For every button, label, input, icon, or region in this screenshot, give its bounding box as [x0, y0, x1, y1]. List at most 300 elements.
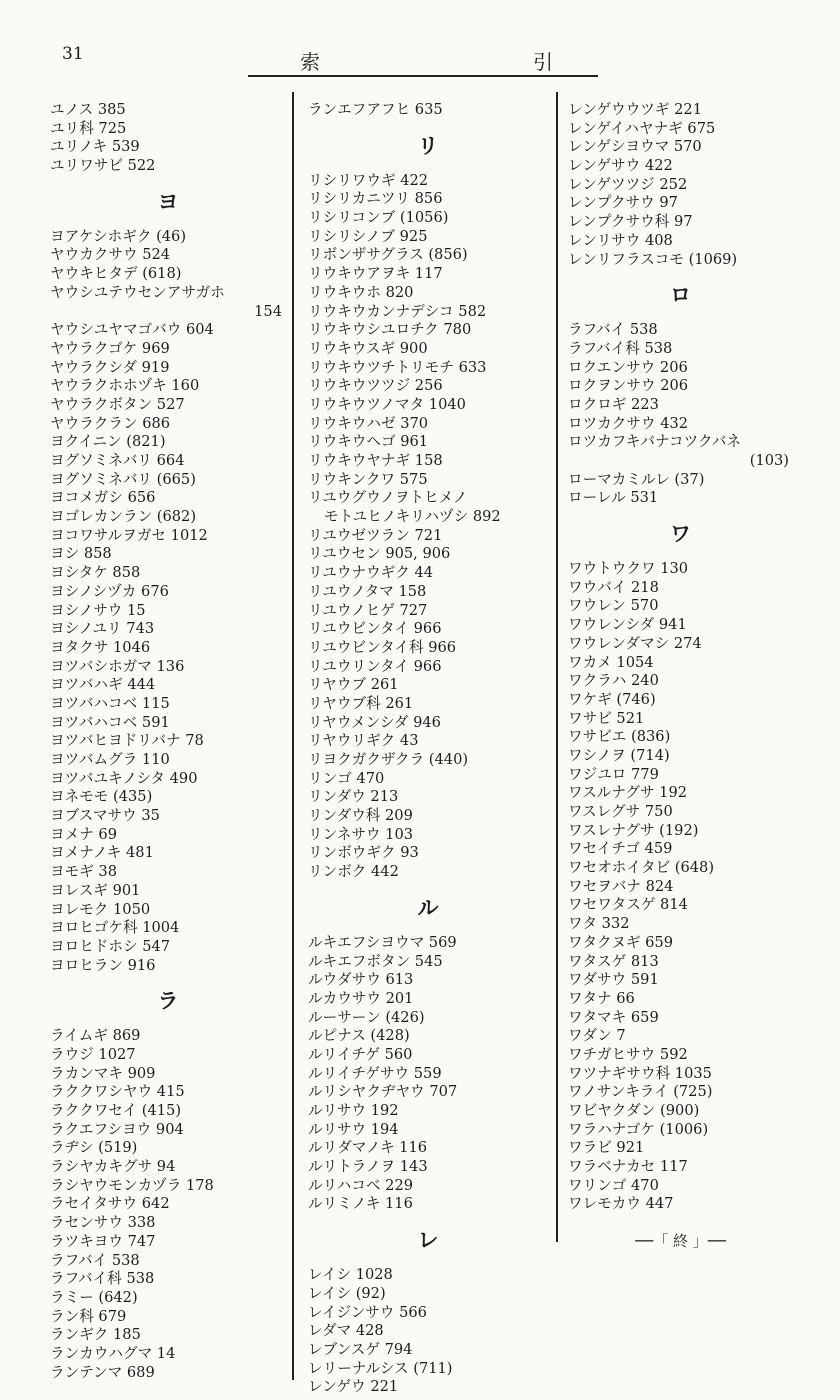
entry-text: ワウトウクワ 130 — [568, 560, 689, 578]
entry-text: ワダン 7 — [568, 1027, 626, 1045]
entry-text: ルリシヤクヂヤウ 707 — [308, 1083, 458, 1101]
entry-text: ランエフアフヒ 635 — [308, 101, 443, 118]
entry-text: ルキエフボタン 545 — [308, 952, 443, 970]
entry-text: ヨゴレカンラン (682) — [50, 508, 197, 526]
entry-text: リンダウ 213 — [308, 788, 399, 806]
index-entry — [568, 471, 793, 490]
index-entry — [568, 953, 793, 972]
entry-text: ヨツバヒヨドリバナ 78 — [50, 732, 204, 750]
index-entry — [568, 1065, 793, 1084]
index-entry — [50, 1326, 286, 1345]
index-entry — [568, 1177, 793, 1196]
index-entry — [568, 433, 793, 470]
entry-text: レンゲイハヤナギ 675 — [568, 119, 716, 137]
entry-text: リヤウブ 261 — [308, 676, 399, 694]
index-entry — [308, 639, 548, 658]
entry-text: ルリサウ 194 — [308, 1120, 399, 1138]
entry-text: ワチガヒサウ 592 — [568, 1045, 688, 1063]
entry-text: ルリイチゲサウ 559 — [308, 1064, 442, 1082]
entry-text: リウキウヘゴ 961 — [308, 433, 429, 451]
entry-text: ヨシ 858 — [50, 545, 112, 563]
index-entry — [568, 728, 793, 747]
entry-text: ヨコメガシ 656 — [50, 489, 156, 507]
entry-text: ワサビ 521 — [568, 709, 645, 727]
index-entry — [568, 915, 793, 934]
index-entry — [308, 359, 548, 378]
entry-text: リユウノタマ 158 — [308, 582, 427, 600]
index-entry — [568, 396, 793, 415]
index-entry — [308, 172, 548, 191]
entry-text: ルリイチゲ 560 — [308, 1045, 413, 1063]
index-entry — [50, 1158, 286, 1177]
entry-text: ヨグソミネバリ 664 — [50, 452, 185, 470]
entry-text: レンプクサウ科 97 — [568, 213, 693, 231]
entry-text: ヤウラクホホヅキ 160 — [50, 377, 200, 395]
index-entry — [568, 415, 793, 434]
entry-text: レブンスゲ 794 — [308, 1340, 413, 1358]
entry-text: ワスルナグサ 192 — [568, 784, 688, 802]
entry-text: ラシヤカキグサ 94 — [50, 1158, 176, 1176]
entry-text: ワタナ 66 — [568, 989, 635, 1007]
entry-text: ルーサーン (426) — [308, 1008, 425, 1026]
entry-text: レイジンサウ 566 — [308, 1303, 427, 1321]
index-entry — [50, 620, 286, 639]
index-entry — [308, 1158, 548, 1177]
index-entry — [50, 676, 286, 695]
index-entry — [568, 101, 793, 120]
index-entry — [308, 751, 548, 770]
entry-text: ヤウラクボタン 527 — [50, 395, 185, 413]
section-heading: ワ — [670, 522, 691, 547]
index-entry — [568, 1027, 793, 1046]
index-entry — [308, 770, 548, 789]
entry-text: ワスレナグサ (192) — [568, 821, 699, 839]
entry-text: ラカンマキ 909 — [50, 1064, 156, 1082]
index-entry — [568, 138, 793, 157]
entry-text: リシリシノブ 925 — [308, 227, 428, 245]
index-entry — [568, 878, 793, 897]
index-entry — [308, 1139, 548, 1158]
index-entry — [308, 1177, 548, 1196]
index-entry — [308, 1341, 548, 1360]
index-entry — [50, 120, 286, 139]
index-column-1 — [50, 101, 286, 1382]
entry-text: ヨメナ 69 — [50, 825, 117, 843]
index-entry — [568, 359, 793, 378]
entry-text: リウキウシユロチク 780 — [308, 321, 472, 339]
entry-text: ワウレンシダ 941 — [568, 616, 687, 634]
index-entry — [50, 1233, 286, 1252]
entry-text: ヨタクサ 1046 — [50, 638, 151, 656]
section-heading: ロ — [670, 283, 691, 308]
index-entry — [50, 732, 286, 751]
index-entry — [308, 934, 548, 953]
index-entry — [568, 1158, 793, 1177]
entry-text: レンゲツツジ 252 — [568, 175, 688, 193]
entry-text: ワウレン 570 — [568, 597, 659, 615]
entry-text: リヤウメンシダ 946 — [308, 713, 441, 731]
entry-text: ヤウキヒタデ (618) — [50, 265, 182, 283]
index-entry — [50, 639, 286, 658]
entry-text: ワクラハ 240 — [568, 672, 659, 690]
index-entry — [308, 489, 548, 526]
index-entry — [568, 194, 793, 213]
index-entry — [308, 1009, 548, 1028]
index-entry — [568, 1083, 793, 1102]
index-entry — [50, 1252, 286, 1271]
index-entry — [308, 971, 548, 990]
index-entry — [308, 583, 548, 602]
index-entry — [308, 377, 548, 396]
index-entry — [568, 859, 793, 878]
entry-text: ラツキヨウ 747 — [50, 1232, 156, 1250]
entry-text: ライムギ 869 — [50, 1027, 141, 1045]
entry-text: ロクヲンサウ 206 — [568, 377, 689, 395]
index-entry — [50, 415, 286, 434]
entry-text: リユウリンタイ 966 — [308, 657, 442, 675]
index-entry — [308, 246, 548, 265]
index-entry — [50, 1177, 286, 1196]
index-entry — [50, 1308, 286, 1327]
index-entry — [50, 377, 286, 396]
entry-text: ヨツバハギ 444 — [50, 676, 156, 694]
entry-text: レンゲウ 221 — [308, 1378, 399, 1396]
entry-text: ルキエフシヨウマ 569 — [308, 933, 457, 951]
index-entry — [568, 1139, 793, 1158]
index-entry — [568, 340, 793, 359]
entry-text: リウキウカンナデシコ 582 — [308, 302, 487, 320]
index-entry — [308, 1195, 548, 1214]
section-heading: レ — [417, 1228, 439, 1253]
index-entry — [308, 228, 548, 247]
entry-text: ワジユロ 779 — [568, 765, 659, 783]
index-entry — [50, 1289, 286, 1308]
entry-text: リウキウスギ 900 — [308, 339, 428, 357]
index-entry — [50, 770, 286, 789]
entry-text: ユノス 385 — [50, 101, 126, 118]
index-entry — [50, 695, 286, 714]
index-entry — [568, 822, 793, 841]
index-entry — [50, 1102, 286, 1121]
index-entry — [308, 265, 548, 284]
entry-text: ラセンサウ 338 — [50, 1214, 156, 1232]
entry-text: ワセワタスゲ 814 — [568, 896, 688, 914]
entry-text: ヨツバハコベ 115 — [50, 694, 170, 712]
entry-text: リウキウツツジ 256 — [308, 377, 443, 395]
entry-text: ラフバイ科 538 — [50, 1270, 155, 1288]
index-entry — [50, 396, 286, 415]
index-entry — [568, 710, 793, 729]
index-entry — [308, 1083, 548, 1102]
index-entry — [308, 1046, 548, 1065]
index-entry — [308, 1065, 548, 1084]
entry-text: ヤウカクサウ 524 — [50, 246, 171, 264]
entry-text: レンリフラスコモ (1069) — [568, 250, 738, 268]
entry-text: ワセヲバナ 824 — [568, 877, 674, 895]
entry-text: リユウグウノヲトヒメノ — [308, 489, 468, 507]
index-entry — [308, 452, 548, 471]
entry-text: ワセオホイタビ (648) — [568, 859, 715, 877]
entry-text: ヨツバハコベ 591 — [50, 713, 170, 731]
index-column-2 — [308, 101, 548, 1397]
entry-text: レンゲシヨウマ 570 — [568, 138, 702, 156]
entry-text: ワカメ 1054 — [568, 653, 654, 671]
entry-text: リユウナウギク 44 — [308, 564, 434, 582]
index-entry — [308, 1266, 548, 1285]
entry-text: ワノサンキライ (725) — [568, 1083, 713, 1101]
page-number: 31 — [62, 44, 84, 64]
index-entry — [308, 1322, 548, 1341]
index-entry — [50, 246, 286, 265]
entry-text: ワケギ (746) — [568, 690, 656, 708]
section-heading: リ — [417, 133, 439, 158]
index-entry — [308, 807, 548, 826]
index-entry — [308, 527, 548, 546]
index-entry — [50, 788, 286, 807]
entry-text: ヤウラクラン 686 — [50, 414, 171, 432]
index-entry — [568, 176, 793, 195]
entry-text: ヨレモク 1050 — [50, 900, 151, 918]
entry-text: ラン科 679 — [50, 1307, 127, 1325]
index-entry — [50, 901, 286, 920]
index-entry — [308, 602, 548, 621]
index-entry — [308, 471, 548, 490]
entry-text: ラセイタサウ 642 — [50, 1195, 170, 1213]
index-entry — [50, 1065, 286, 1084]
entry-text: ローマカミルレ (37) — [568, 470, 705, 488]
index-entry — [568, 616, 793, 635]
entry-text: リヨクガクザクラ (440) — [308, 751, 469, 769]
entry-text: ワタ 332 — [568, 915, 630, 933]
entry-text: レイシ 1028 — [308, 1266, 393, 1284]
index-entry — [568, 1195, 793, 1214]
section-heading: ル — [417, 895, 439, 920]
entry-text: ルピナス (428) — [308, 1027, 410, 1045]
column-divider-1 — [292, 92, 294, 1380]
index-entry — [308, 826, 548, 845]
index-entry — [308, 209, 548, 228]
index-entry — [568, 1046, 793, 1065]
index-entry — [568, 747, 793, 766]
index-entry — [50, 1027, 286, 1046]
entry-text: ルリトラノヲ 143 — [308, 1158, 428, 1176]
index-entry — [50, 658, 286, 677]
index-entry — [50, 826, 286, 845]
index-entry — [308, 990, 548, 1009]
index-entry — [568, 232, 793, 251]
index-entry — [568, 654, 793, 673]
index-entry — [568, 766, 793, 785]
index-entry — [568, 321, 793, 340]
index-entry — [568, 1121, 793, 1140]
entry-text: ヨシノシヅカ 676 — [50, 582, 169, 600]
index-entry — [308, 190, 548, 209]
entry-text: リウキウハゼ 370 — [308, 414, 429, 432]
index-entry — [308, 695, 548, 714]
index-entry — [50, 1214, 286, 1233]
index-entry — [568, 971, 793, 990]
section-heading: ラ — [157, 989, 179, 1014]
index-entry — [50, 471, 286, 490]
index-entry — [568, 1102, 793, 1121]
index-entry — [308, 658, 548, 677]
index-entry — [50, 1270, 286, 1289]
entry-text: ユリ科 725 — [50, 119, 127, 137]
entry-text: ユリワサビ 522 — [50, 157, 156, 175]
entry-text: ラウジ 1027 — [50, 1045, 136, 1063]
index-entry — [50, 489, 286, 508]
entry-text: ワダサウ 591 — [568, 971, 659, 989]
index-entry — [308, 303, 548, 322]
entry-text: リンゴ 470 — [308, 769, 385, 787]
entry-text: リウキウツノマタ 1040 — [308, 395, 466, 413]
index-entry — [568, 990, 793, 1009]
entry-text: リシリカニツリ 856 — [308, 190, 443, 208]
index-entry — [308, 101, 548, 120]
entry-text: ランテンマ 689 — [50, 1363, 155, 1381]
index-entry — [568, 803, 793, 822]
end-mark: ──「 終 」── — [635, 1232, 726, 1251]
entry-text: リユウノヒゲ 727 — [308, 601, 428, 619]
index-entry — [50, 844, 286, 863]
entry-text: レンゲサウ 422 — [568, 157, 673, 175]
entry-text: ルリミノキ 116 — [308, 1195, 413, 1213]
index-entry — [50, 714, 286, 733]
index-entry — [568, 489, 793, 508]
entry-text: ヨレスギ 901 — [50, 881, 141, 899]
index-entry — [50, 564, 286, 583]
entry-text: リンボク 442 — [308, 863, 399, 881]
entry-text: レリーナルシス (711) — [308, 1359, 453, 1377]
entry-text: ヨツバムグラ 110 — [50, 751, 170, 769]
index-entry — [50, 583, 286, 602]
index-entry — [568, 120, 793, 139]
index-entry — [568, 635, 793, 654]
index-entry — [568, 251, 793, 270]
index-entry — [308, 433, 548, 452]
entry-text: ラフバイ 538 — [50, 1251, 140, 1269]
entry-text: ローレル 531 — [568, 489, 659, 507]
entry-text: ヨロヒゴケ科 1004 — [50, 919, 180, 937]
index-entry — [50, 1046, 286, 1065]
entry-text: ワサビエ (836) — [568, 728, 671, 746]
entry-text: リウキウホ 820 — [308, 283, 414, 301]
entry-text: ヤウシユヤマゴバウ 604 — [50, 321, 214, 339]
entry-text: リヤウブ科 261 — [308, 694, 414, 712]
index-entry — [50, 1121, 286, 1140]
entry-text: ラシヤウモンカヅラ 178 — [50, 1176, 214, 1194]
index-entry — [568, 784, 793, 803]
index-entry — [50, 265, 286, 284]
index-entry — [568, 213, 793, 232]
index-entry — [50, 919, 286, 938]
entry-text: リユウゼツラン 721 — [308, 526, 443, 544]
entry-text: リウキンクワ 575 — [308, 470, 428, 488]
entry-text: リンボウギク 93 — [308, 844, 419, 862]
entry-text: リユウビンタイ 966 — [308, 620, 442, 638]
entry-text: リウキウツチトリモチ 633 — [308, 358, 487, 376]
index-entry — [568, 560, 793, 579]
index-entry — [50, 957, 286, 976]
index-entry — [568, 579, 793, 598]
entry-text: ルリサウ 192 — [308, 1102, 399, 1120]
entry-text: ワスレグサ 750 — [568, 803, 673, 821]
index-entry — [308, 1121, 548, 1140]
entry-text: リシリワウギ 422 — [308, 171, 429, 189]
running-header-right: 引 — [533, 50, 553, 74]
entry-text: ヨロヒラン 916 — [50, 956, 156, 974]
entry-text: ラフバイ科 538 — [568, 339, 673, 357]
entry-text: レンプクサウ 97 — [568, 194, 678, 212]
entry-text: ヨツバユキノシタ 490 — [50, 769, 198, 787]
index-entry — [50, 751, 286, 770]
index-entry — [308, 340, 548, 359]
index-entry — [568, 934, 793, 953]
index-entry — [568, 896, 793, 915]
entry-text: ワツナギサウ科 1035 — [568, 1064, 712, 1082]
entry-text: リシリコンブ (1056) — [308, 209, 449, 227]
index-entry — [308, 844, 548, 863]
index-entry — [568, 597, 793, 616]
entry-text: ヨシタケ 858 — [50, 564, 141, 582]
entry-text: ヨツバシホガマ 136 — [50, 657, 185, 675]
entry-text: リユウセン 905, 906 — [308, 545, 451, 563]
index-entry — [50, 545, 286, 564]
entry-text: リユウビンタイ科 966 — [308, 638, 457, 656]
entry-text: リウキウヤナギ 158 — [308, 452, 443, 469]
index-entry — [308, 545, 548, 564]
header-rule — [248, 75, 598, 77]
entry-text: ラクエフシヨウ 904 — [50, 1120, 184, 1138]
entry-text: ランカウハグマ 14 — [50, 1344, 176, 1362]
index-entry — [308, 284, 548, 303]
entry-text: ルリダマノキ 116 — [308, 1139, 428, 1157]
index-entry — [568, 691, 793, 710]
entry-text: ユリノキ 539 — [50, 138, 140, 156]
index-entry — [568, 157, 793, 176]
entry-text: ラククワシヤウ 415 — [50, 1083, 185, 1101]
entry-text: ワタクヌギ 659 — [568, 933, 674, 951]
entry-text: ラヂシ (519) — [50, 1139, 138, 1157]
index-entry — [308, 415, 548, 434]
entry-text: ルリハコベ 229 — [308, 1176, 414, 1194]
entry-text: ロクエンサウ 206 — [568, 358, 688, 376]
index-entry — [50, 1083, 286, 1102]
index-entry — [308, 953, 548, 972]
index-entry — [50, 359, 286, 378]
index-entry — [308, 1304, 548, 1323]
index-entry — [308, 1378, 548, 1397]
index-entry — [308, 863, 548, 882]
entry-continuation: (103) — [749, 452, 789, 470]
entry-continuation: 154 — [254, 302, 282, 320]
entry-text: ルカウサウ 201 — [308, 989, 414, 1007]
index-entry — [50, 882, 286, 901]
index-entry — [308, 676, 548, 695]
entry-text: ヤウラクシダ 919 — [50, 358, 170, 376]
index-entry — [50, 508, 286, 527]
entry-text: ワビヤクダン (900) — [568, 1102, 700, 1120]
index-entry — [50, 807, 286, 826]
entry-text: ヨコワサルヲガセ 1012 — [50, 526, 208, 544]
column-divider-2 — [556, 92, 558, 1242]
entry-text: ワウレンダマシ 274 — [568, 634, 702, 652]
entry-text: ワラベナカセ 117 — [568, 1158, 688, 1176]
index-entry — [308, 732, 548, 751]
index-entry — [50, 433, 286, 452]
entry-text: リンネサウ 103 — [308, 825, 414, 843]
entry-text: ヨシノサウ 15 — [50, 601, 146, 619]
